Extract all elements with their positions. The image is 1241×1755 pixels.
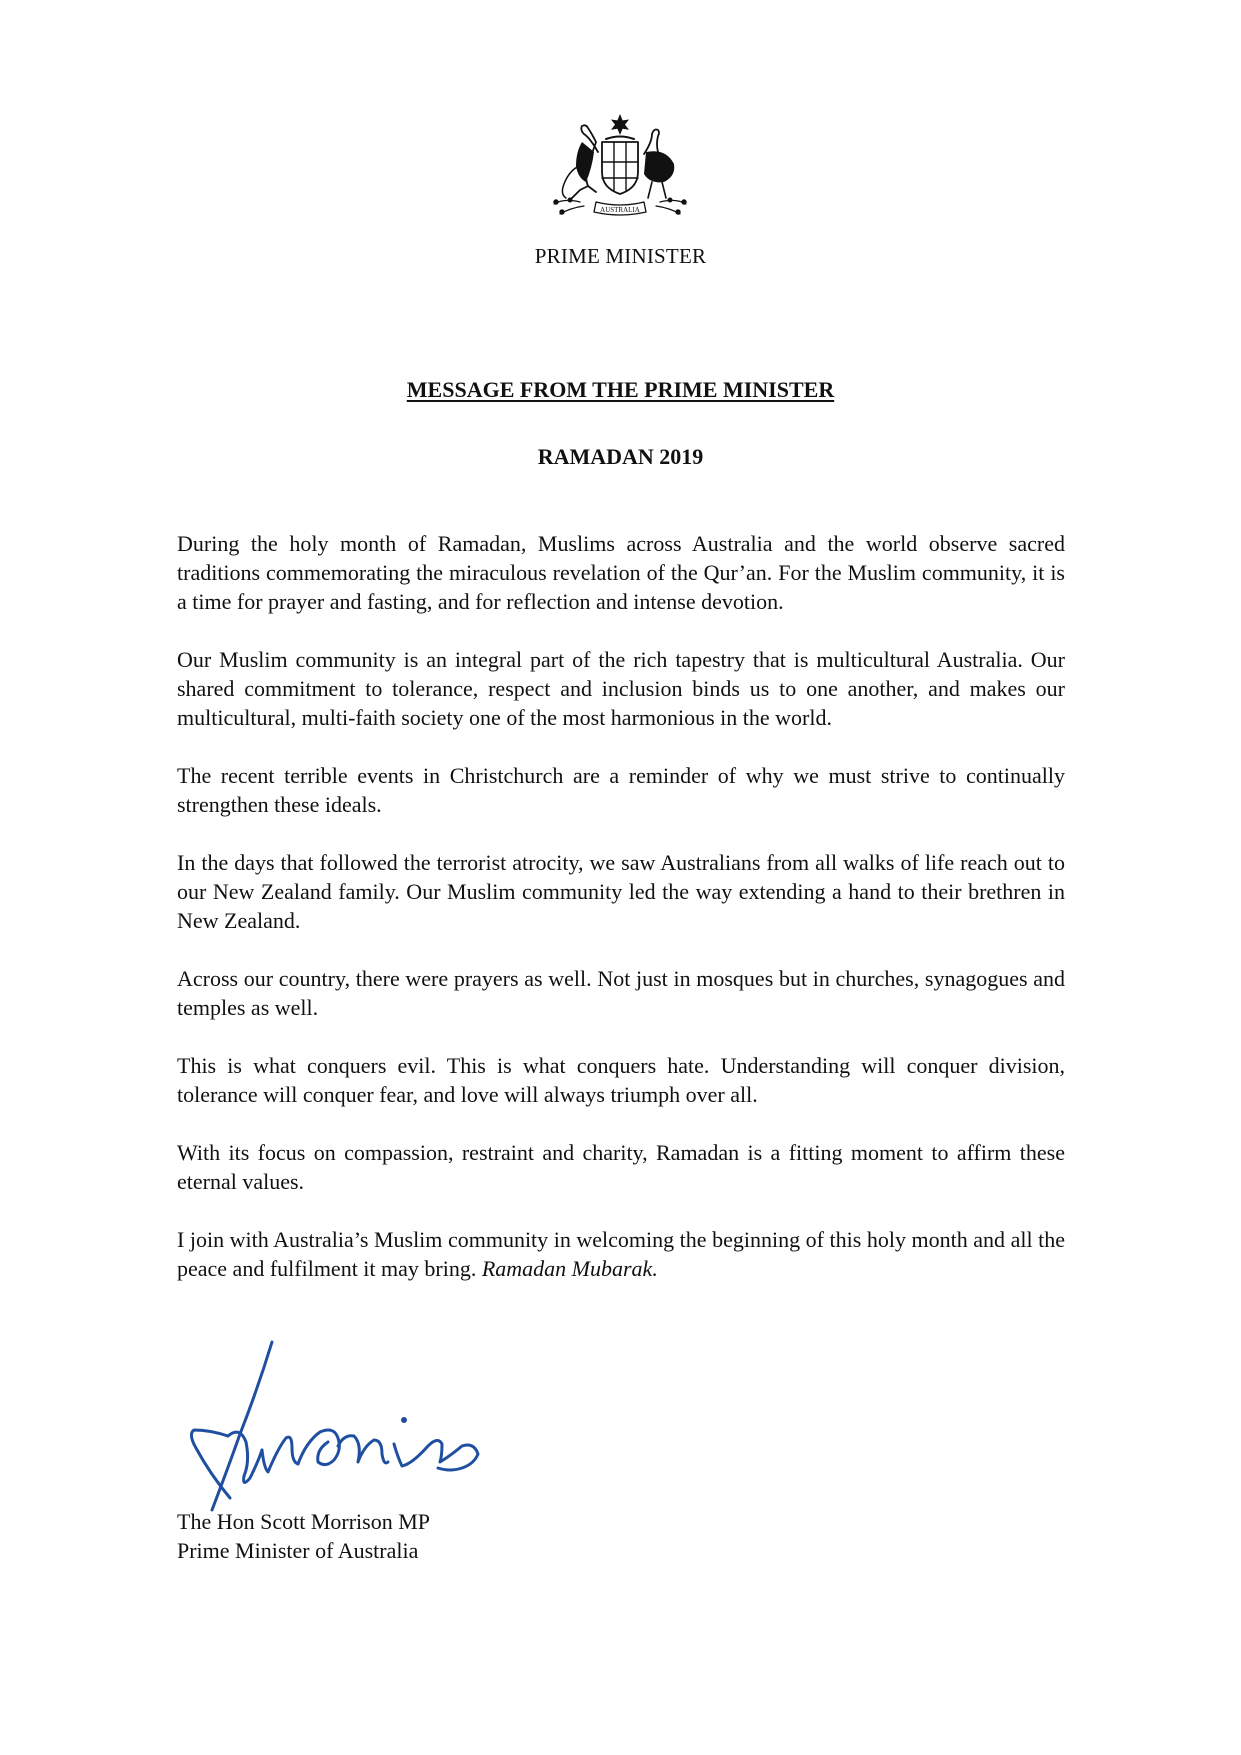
closing-blessing: Ramadan Mubarak. — [481, 1256, 658, 1281]
document-heading: MESSAGE FROM THE PRIME MINISTER — [406, 377, 835, 402]
document-subheading: RAMADAN 2019 — [537, 444, 704, 469]
paragraph: Our Muslim community is an integral part of the rich tapestry that is multicultural Australia. Our shared commitment to tolerance, respect and inclusion binds us to one another, and makes our multicultural, multi-faith society one of the most harmonious in the world. — [177, 647, 1065, 730]
signatory-title: Prime Minister of Australia — [177, 1538, 419, 1563]
paragraph: In the days that followed the terrorist atrocity, we saw Australians from all walks of life reach out to our New Zealand family. Our Muslim community led the way extending a hand to their brethren in New Zealand. — [177, 850, 1065, 933]
signature-block — [177, 1507, 430, 1565]
paragraph: During the holy month of Ramadan, Muslims across Australia and the world observe sacred traditions commemorating the miraculous revelation of the Qur’an. For the Muslim community, it is a time for prayer and fasting, and for reflection and intense devotion. — [177, 531, 1065, 614]
paragraph: This is what conquers evil. This is what conquers hate. Understanding will conquer division, tolerance will conquer fear, and love will always triumph over all. — [177, 1053, 1065, 1107]
closing-text: I join with Australia’s Muslim community in welcoming the beginning of this holy month and all the peace and fulfilment it may bring. — [177, 1227, 1065, 1281]
crest-motto: AUSTRALIA — [600, 206, 640, 214]
paragraph: Across our country, there were prayers as well. Not just in mosques but in churches, synagogues and temples as well. — [177, 966, 1065, 1020]
letterhead-office: PRIME MINISTER — [534, 244, 707, 268]
coat-of-arms-icon — [540, 112, 700, 222]
signature-icon — [188, 1338, 498, 1518]
closing-paragraph — [177, 1225, 1065, 1283]
signatory-name: The Hon Scott Morrison MP — [177, 1509, 430, 1534]
letter-body — [177, 529, 1065, 1312]
paragraph: With its focus on compassion, restraint and charity, Ramadan is a fitting moment to affirm these eternal values. — [177, 1140, 1065, 1194]
paragraph: The recent terrible events in Christchurch are a reminder of why we must strive to continually strengthen these ideals. — [177, 763, 1065, 817]
